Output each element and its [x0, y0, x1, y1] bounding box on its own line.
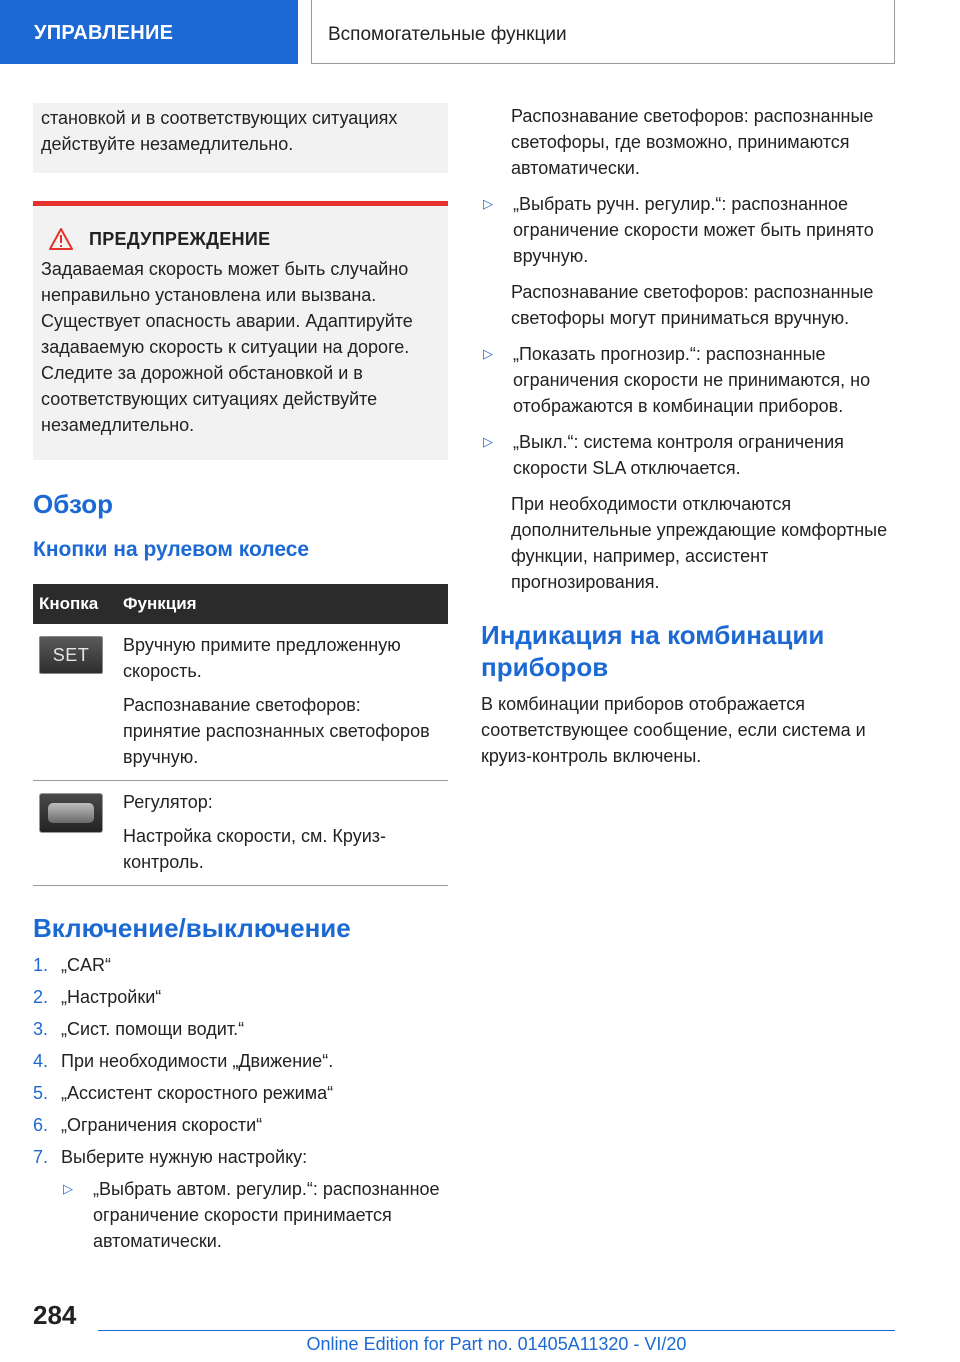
- function-text: Настройка скорости, см. Круиз-контроль.: [123, 826, 386, 872]
- manual-traffic-text: Распознавание светофоров: распознанные светофоры могут приниматься вручную.: [511, 282, 874, 328]
- steps-list: [33, 952, 448, 1170]
- overview-heading: Обзор: [33, 489, 113, 519]
- step-text: „Настройки“: [61, 987, 162, 1007]
- table-row: [33, 624, 448, 781]
- step-number: 4.: [33, 1051, 49, 1071]
- intro-text: становкой и в соответствующих ситуациях действуйте незамедлительно.: [41, 108, 398, 154]
- step-text: При необходимости „Движение“.: [61, 1051, 334, 1071]
- intro-box: [33, 103, 448, 173]
- right-column: [481, 103, 896, 769]
- list-item: [61, 1176, 448, 1254]
- triangle-bullet-icon: ▷: [483, 346, 493, 361]
- step-text: Выберите нужную настройку:: [61, 1147, 308, 1167]
- list-item: [33, 1048, 448, 1074]
- table-header-row: [33, 584, 448, 624]
- set-button-icon: SET: [39, 636, 103, 674]
- chapter-title: Вспомогательные функции: [311, 0, 895, 64]
- warning-box: [33, 201, 448, 460]
- sub-list: [61, 1176, 448, 1254]
- list-item: [481, 191, 896, 269]
- warning-text: Задаваемая скорость может быть случайно неправильно установлена или вызвана. Существует опасность аварии. Адаптируйте задаваемую скорость к ситуации на дороге. Следите за дорожной обстановкой и в соответствующих ситуациях действуйте незамедлительно.: [41, 259, 413, 435]
- step-text: „CAR“: [61, 955, 111, 975]
- option-off-text: „Выкл.“: система контроля ограничения скорости SLA отключается.: [513, 432, 844, 478]
- step-text: „Ассистент скоростного режима“: [61, 1083, 334, 1103]
- table-cell-function: [117, 624, 448, 781]
- list-item: [33, 1080, 448, 1106]
- footer-divider: [98, 1330, 895, 1331]
- list-item: [481, 341, 896, 419]
- step-number: 6.: [33, 1115, 49, 1135]
- section-tab: УПРАВЛЕНИЕ: [0, 0, 298, 64]
- table-header-button: Кнопка: [33, 584, 117, 624]
- warning-header: [41, 228, 440, 250]
- footer-edition: Online Edition for Part no. 01405A11320 - VI/20: [306, 1334, 687, 1354]
- table-row: [33, 781, 448, 886]
- table-cell-icon: [33, 624, 117, 781]
- step-number: 7.: [33, 1147, 49, 1167]
- buttons-heading: Кнопки на рулевом колесе: [33, 538, 310, 561]
- function-text: Распознавание светофоров: принятие распознанных светофоров вручную.: [123, 695, 430, 767]
- option-manual-text: „Выбрать ручн. регулир.“: распознанное ограничение скорости может быть принято вручную.: [513, 194, 874, 266]
- function-text: Вручную примите предложенную скорость.: [123, 635, 401, 681]
- onoff-heading: Включение/выключение: [33, 913, 351, 943]
- rocker-switch-icon: [39, 793, 103, 833]
- off-extra-text: При необходимости отключаются дополнительные упреждающие комфортные функции, например, ассистент прогнозирования.: [511, 494, 888, 592]
- step-number: 5.: [33, 1083, 49, 1103]
- list-item: [33, 1112, 448, 1138]
- step-text: „Сист. помощи водит.“: [61, 1019, 245, 1039]
- option-forecast-text: „Показать прогнозир.“: распознанные ограничения скорости не принимаются, но отображаются в комбинации приборов.: [513, 344, 871, 416]
- list-item: [33, 984, 448, 1010]
- list-item: [33, 952, 448, 978]
- page-number: 284: [33, 1300, 77, 1330]
- triangle-bullet-icon: ▷: [63, 1181, 73, 1196]
- option-list: [481, 341, 896, 481]
- function-text: Регулятор:: [123, 792, 213, 812]
- step-number: 3.: [33, 1019, 49, 1039]
- display-heading: Индикация на комбинации приборов: [481, 620, 825, 682]
- triangle-bullet-icon: ▷: [483, 434, 493, 449]
- left-column: [33, 103, 448, 1254]
- option-list: [481, 191, 896, 269]
- step-number: 1.: [33, 955, 49, 975]
- sub-item-text: „Выбрать автом. регулир.“: распознанное ограничение скорости принимается автоматически.: [93, 1179, 440, 1251]
- list-item: [481, 429, 896, 481]
- list-item: [33, 1144, 448, 1170]
- step-number: 2.: [33, 987, 49, 1007]
- buttons-table: [33, 584, 448, 886]
- display-text: В комбинации приборов отображается соответствующее сообщение, если система и круиз-контроль включены.: [481, 694, 866, 766]
- table-header-function: Функция: [117, 584, 448, 624]
- warning-title: ПРЕДУПРЕЖДЕНИЕ: [89, 228, 271, 249]
- auto-traffic-text: Распознавание светофоров: распознанные светофоры, где возможно, принимаются автоматически.: [511, 106, 874, 178]
- table-cell-function: [117, 781, 448, 886]
- list-item: [33, 1016, 448, 1042]
- step-text: „Ограничения скорости“: [61, 1115, 263, 1135]
- table-cell-icon: [33, 781, 117, 886]
- triangle-bullet-icon: ▷: [483, 196, 493, 211]
- warning-triangle-icon: [49, 228, 73, 250]
